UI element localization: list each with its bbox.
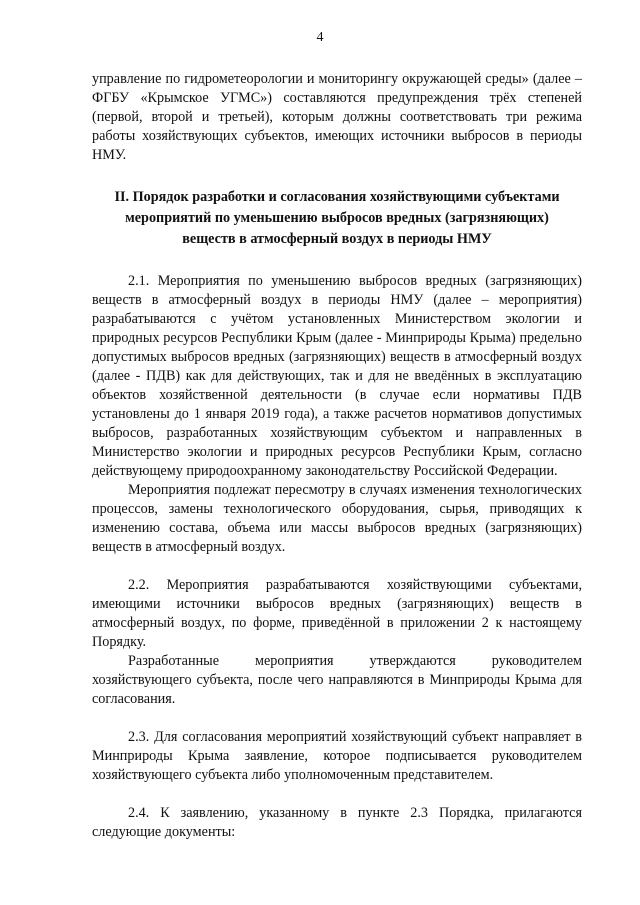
spacer: [92, 709, 582, 728]
paragraph-2-4: 2.4. К заявлению, указанному в пункте 2.3 Порядка, прилагаются следующие документы:: [92, 805, 582, 840]
paragraph-2-1: 2.1. Мероприятия по уменьшению выбросов вредных (загрязняющих) веществ в атмосферный воздух в периоды НМУ (далее – мероприятия) разрабатываются с учётом установленных Министерством экологии и природных ресурсов Республики Крым (далее - Минприроды Крыма) предельно допустимых выбросов вредных (загрязняющих) веществ в атмосферный воздух (далее - ПДВ) как для действующих, так и для не введённых в эксплуатацию объектов хозяйственной деятельности (в случае если нормативы ПДВ установлены до 1 января 2019 года), а также расчетов нормативов допустимых выбросов, разработанных хозяйствующим субъектом и направленных в Министерство экологии и природных ресурсов Республики Крым, согласно действующему природоохранному законодательству Российской Федерации.: [92, 273, 582, 479]
paragraph-2-2-continued: Разработанные мероприятия утверждаются руководителем хозяйствующего субъекта, после чего направляются в Минприроды Крыма для согласования.: [92, 653, 582, 707]
document-body: [92, 70, 582, 842]
spacer: [92, 557, 582, 576]
paragraph-2-3: 2.3. Для согласования мероприятий хозяйствующий субъект направляет в Минприроды Крыма заявление, которое подписывается руководителем хозяйствующего субъекта либо уполномоченным представителем.: [92, 729, 582, 783]
page-number: 4: [316, 30, 324, 45]
paragraph-2-1-continued: Мероприятия подлежат пересмотру в случаях изменения технологических процессов, замены технологического оборудования, сырья, приводящих к изменению состава, объема или массы выбросов вредных (загрязняющих) веществ в атмосферный воздух.: [92, 482, 582, 555]
intro-paragraph: управление по гидрометеорологии и мониторингу окружающей среды» (далее – ФГБУ «Крымское УГМС») составляются предупреждения трёх степеней (первой, второй и третьей), которым должны соответствовать три режима работы хозяйствующих субъектов, имеющих источники выбросов в периоды НМУ.: [92, 71, 582, 163]
paragraph-2-2: 2.2. Мероприятия разрабатываются хозяйствующими субъектами, имеющими источники выбросов вредных (загрязняющих) веществ в атмосферный воздух, по форме, приведённой в приложении 2 к настоящему Порядку.: [92, 577, 582, 650]
section-heading: II. Порядок разработки и согласования хозяйствующими субъектами мероприятий по уменьшению выбросов вредных (загрязняющих) веществ в атмосферный воздух в периоды НМУ: [114, 189, 560, 247]
spacer: [92, 785, 582, 804]
